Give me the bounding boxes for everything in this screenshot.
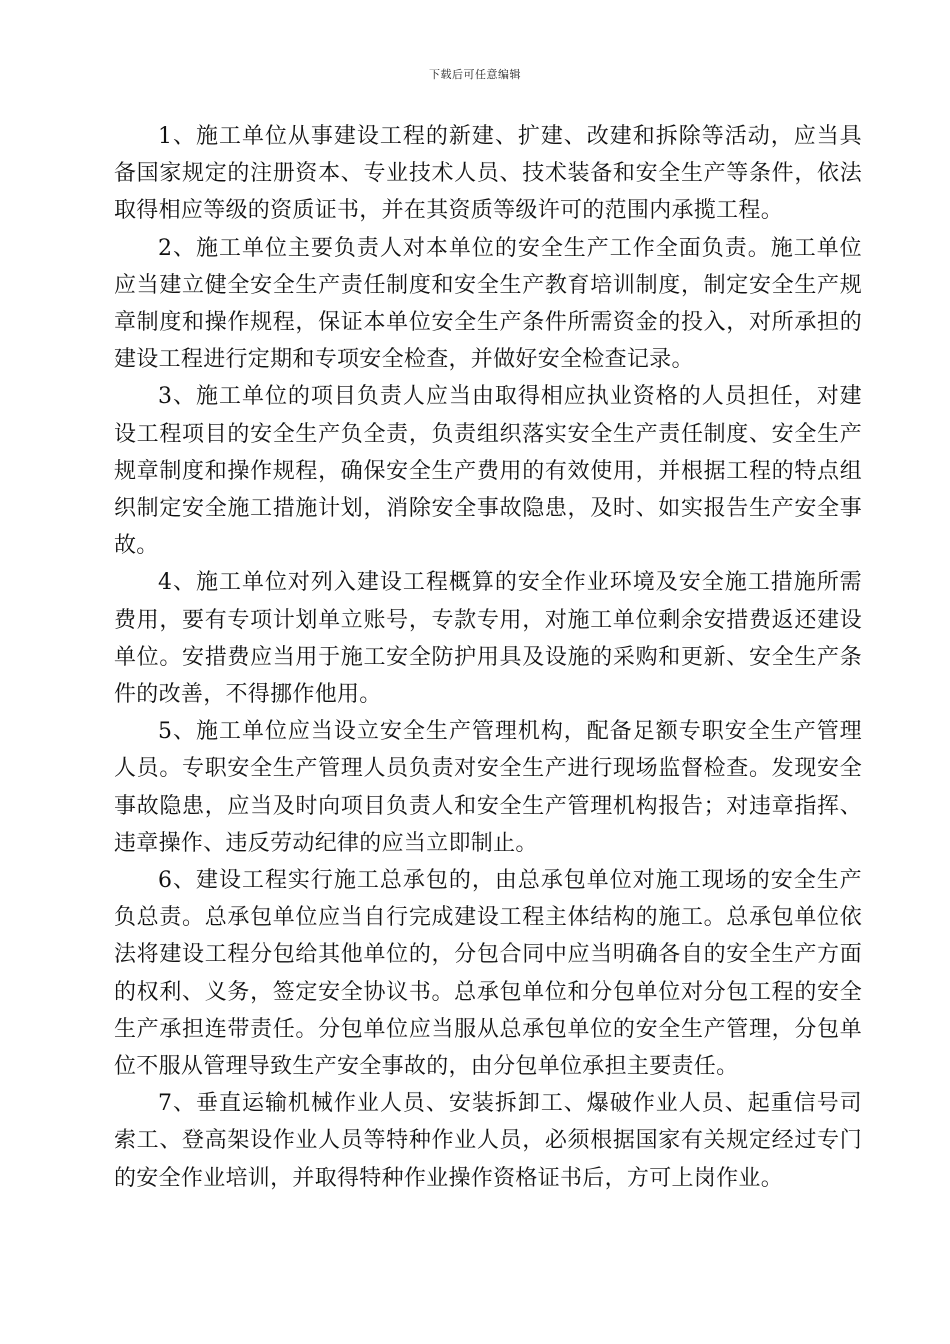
document-body — [114, 118, 862, 1197]
paragraph-2: 2、施工单位主要负责人对本单位的安全生产工作全面负责。施工单位应当建立健全安全生产责任制度和安全生产教育培训制度，制定安全生产规章制度和操作规程，保证本单位安全生产条件所需资金的投入，对所承担的建设工程进行定期和专项安全检查，并做好安全检查记录。 — [114, 235, 862, 373]
paragraph-6: 6、建设工程实行施工总承包的，由总承包单位对施工现场的安全生产负总责。总承包单位应当自行完成建设工程主体结构的施工。总承包单位依法将建设工程分包给其他单位的，分包合同中应当明确各自的安全生产方面的权利、义务，签定安全协议书。总承包单位和分包单位对分包工程的安全生产承担连带责任。分包单位应当服从总承包单位的安全生产管理，分包单位不服从管理导致生产安全事故的，由分包单位承担主要责任。 — [114, 868, 862, 1080]
paragraph-4: 4、施工单位对列入建设工程概算的安全作业环境及安全施工措施所需费用，要有专项计划单立账号，专款专用，对施工单位剩余安措费返还建设单位。安措费应当用于施工安全防护用具及设施的采购和更新、安全生产条件的改善，不得挪作他用。 — [114, 570, 862, 708]
paragraph-3: 3、施工单位的项目负责人应当由取得相应执业资格的人员担任，对建设工程项目的安全生产负全责，负责组织落实安全生产责任制度、安全生产规章制度和操作规程，确保安全生产费用的有效使用，并根据工程的特点组织制定安全施工措施计划，消除安全事故隐患，及时、如实报告生产安全事故。 — [114, 384, 862, 559]
page-header: 下载后可任意编辑 — [429, 68, 521, 81]
paragraph-1: 1、施工单位从事建设工程的新建、扩建、改建和拆除等活动，应当具备国家规定的注册资本、专业技术人员、技术装备和安全生产等条件，依法取得相应等级的资质证书，并在其资质等级许可的范围内承揽工程。 — [114, 124, 862, 224]
paragraph-5: 5、施工单位应当设立安全生产管理机构，配备足额专职安全生产管理人员。专职安全生产管理人员负责对安全生产进行现场监督检查。发现安全事故隐患，应当及时向项目负责人和安全生产管理机构报告；对违章指挥、违章操作、违反劳动纪律的应当立即制止。 — [114, 719, 862, 856]
paragraph-7: 7、垂直运输机械作业人员、安装拆卸工、爆破作业人员、起重信号司索工、登高架设作业人员等特种作业人员，必须根据国家有关规定经过专门的安全作业培训，并取得特种作业操作资格证书后，方可上岗作业。 — [114, 1091, 862, 1191]
